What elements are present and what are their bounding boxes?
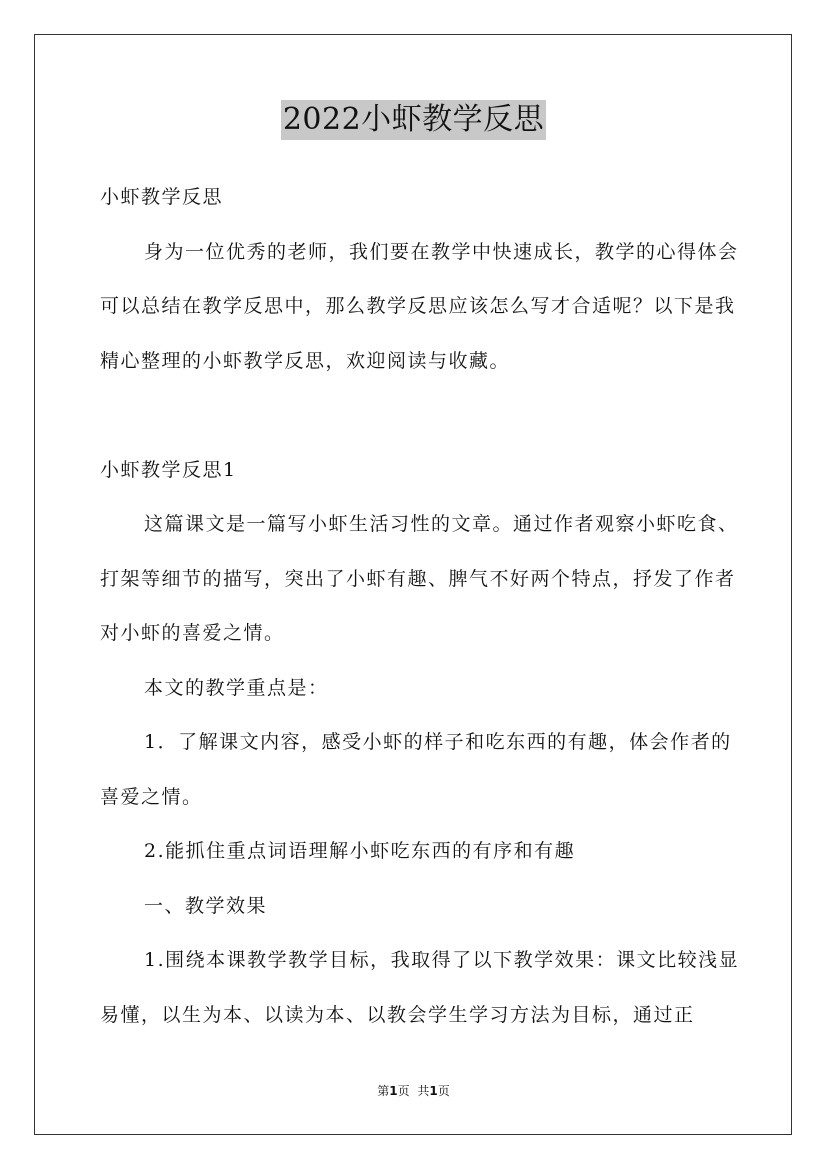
body-paragraph: 本文的教学重点是：: [144, 676, 329, 699]
body-paragraph: 这篇课文是一篇写小虾生活习性的文章。通过作者观察小虾吃食、打架等细节的描写，突出了小虾有趣、脾气不好两个特点，抒发了作者对小虾的喜爱之情。: [100, 513, 739, 644]
list-item: 1.围绕本课教学教学目标，我取得了以下教学效果：课文比较浅显易懂，以生为本、以读为本、以教会学生学习方法为目标，通过正: [100, 949, 740, 1026]
section-heading: 小虾教学反思: [100, 186, 224, 208]
section-heading: 小虾教学反思1: [100, 458, 237, 481]
title-container: [0, 100, 827, 140]
footer-page-prefix: 第: [377, 1084, 390, 1098]
footer-total-suffix: 页: [437, 1084, 450, 1098]
footer-total-prefix: 共: [417, 1084, 430, 1098]
footer-page-number: 1: [389, 1084, 398, 1098]
intro-paragraph: 身为一位优秀的老师，我们要在教学中快速成长，教学的心得体会可以总结在教学反思中，那么教学反思应该怎么写才合适呢？以下是我精心整理的小虾教学反思，欢迎阅读与收藏。: [100, 240, 739, 372]
list-item: 2.能抓住重点词语理解小虾吃东西的有序和有趣: [144, 840, 576, 862]
page-footer: [0, 1083, 827, 1099]
footer-total-number: 1: [429, 1084, 438, 1098]
subsection-heading: 一、教学效果: [144, 894, 268, 917]
document-title: 2022小虾教学反思: [281, 100, 546, 140]
footer-page-suffix: 页: [397, 1084, 410, 1098]
blank-line: [100, 388, 750, 443]
document-body: [100, 170, 750, 1042]
list-item: 1．了解课文内容，感受小虾的样子和吃东西的有趣，体会作者的喜爱之情。: [100, 731, 732, 808]
